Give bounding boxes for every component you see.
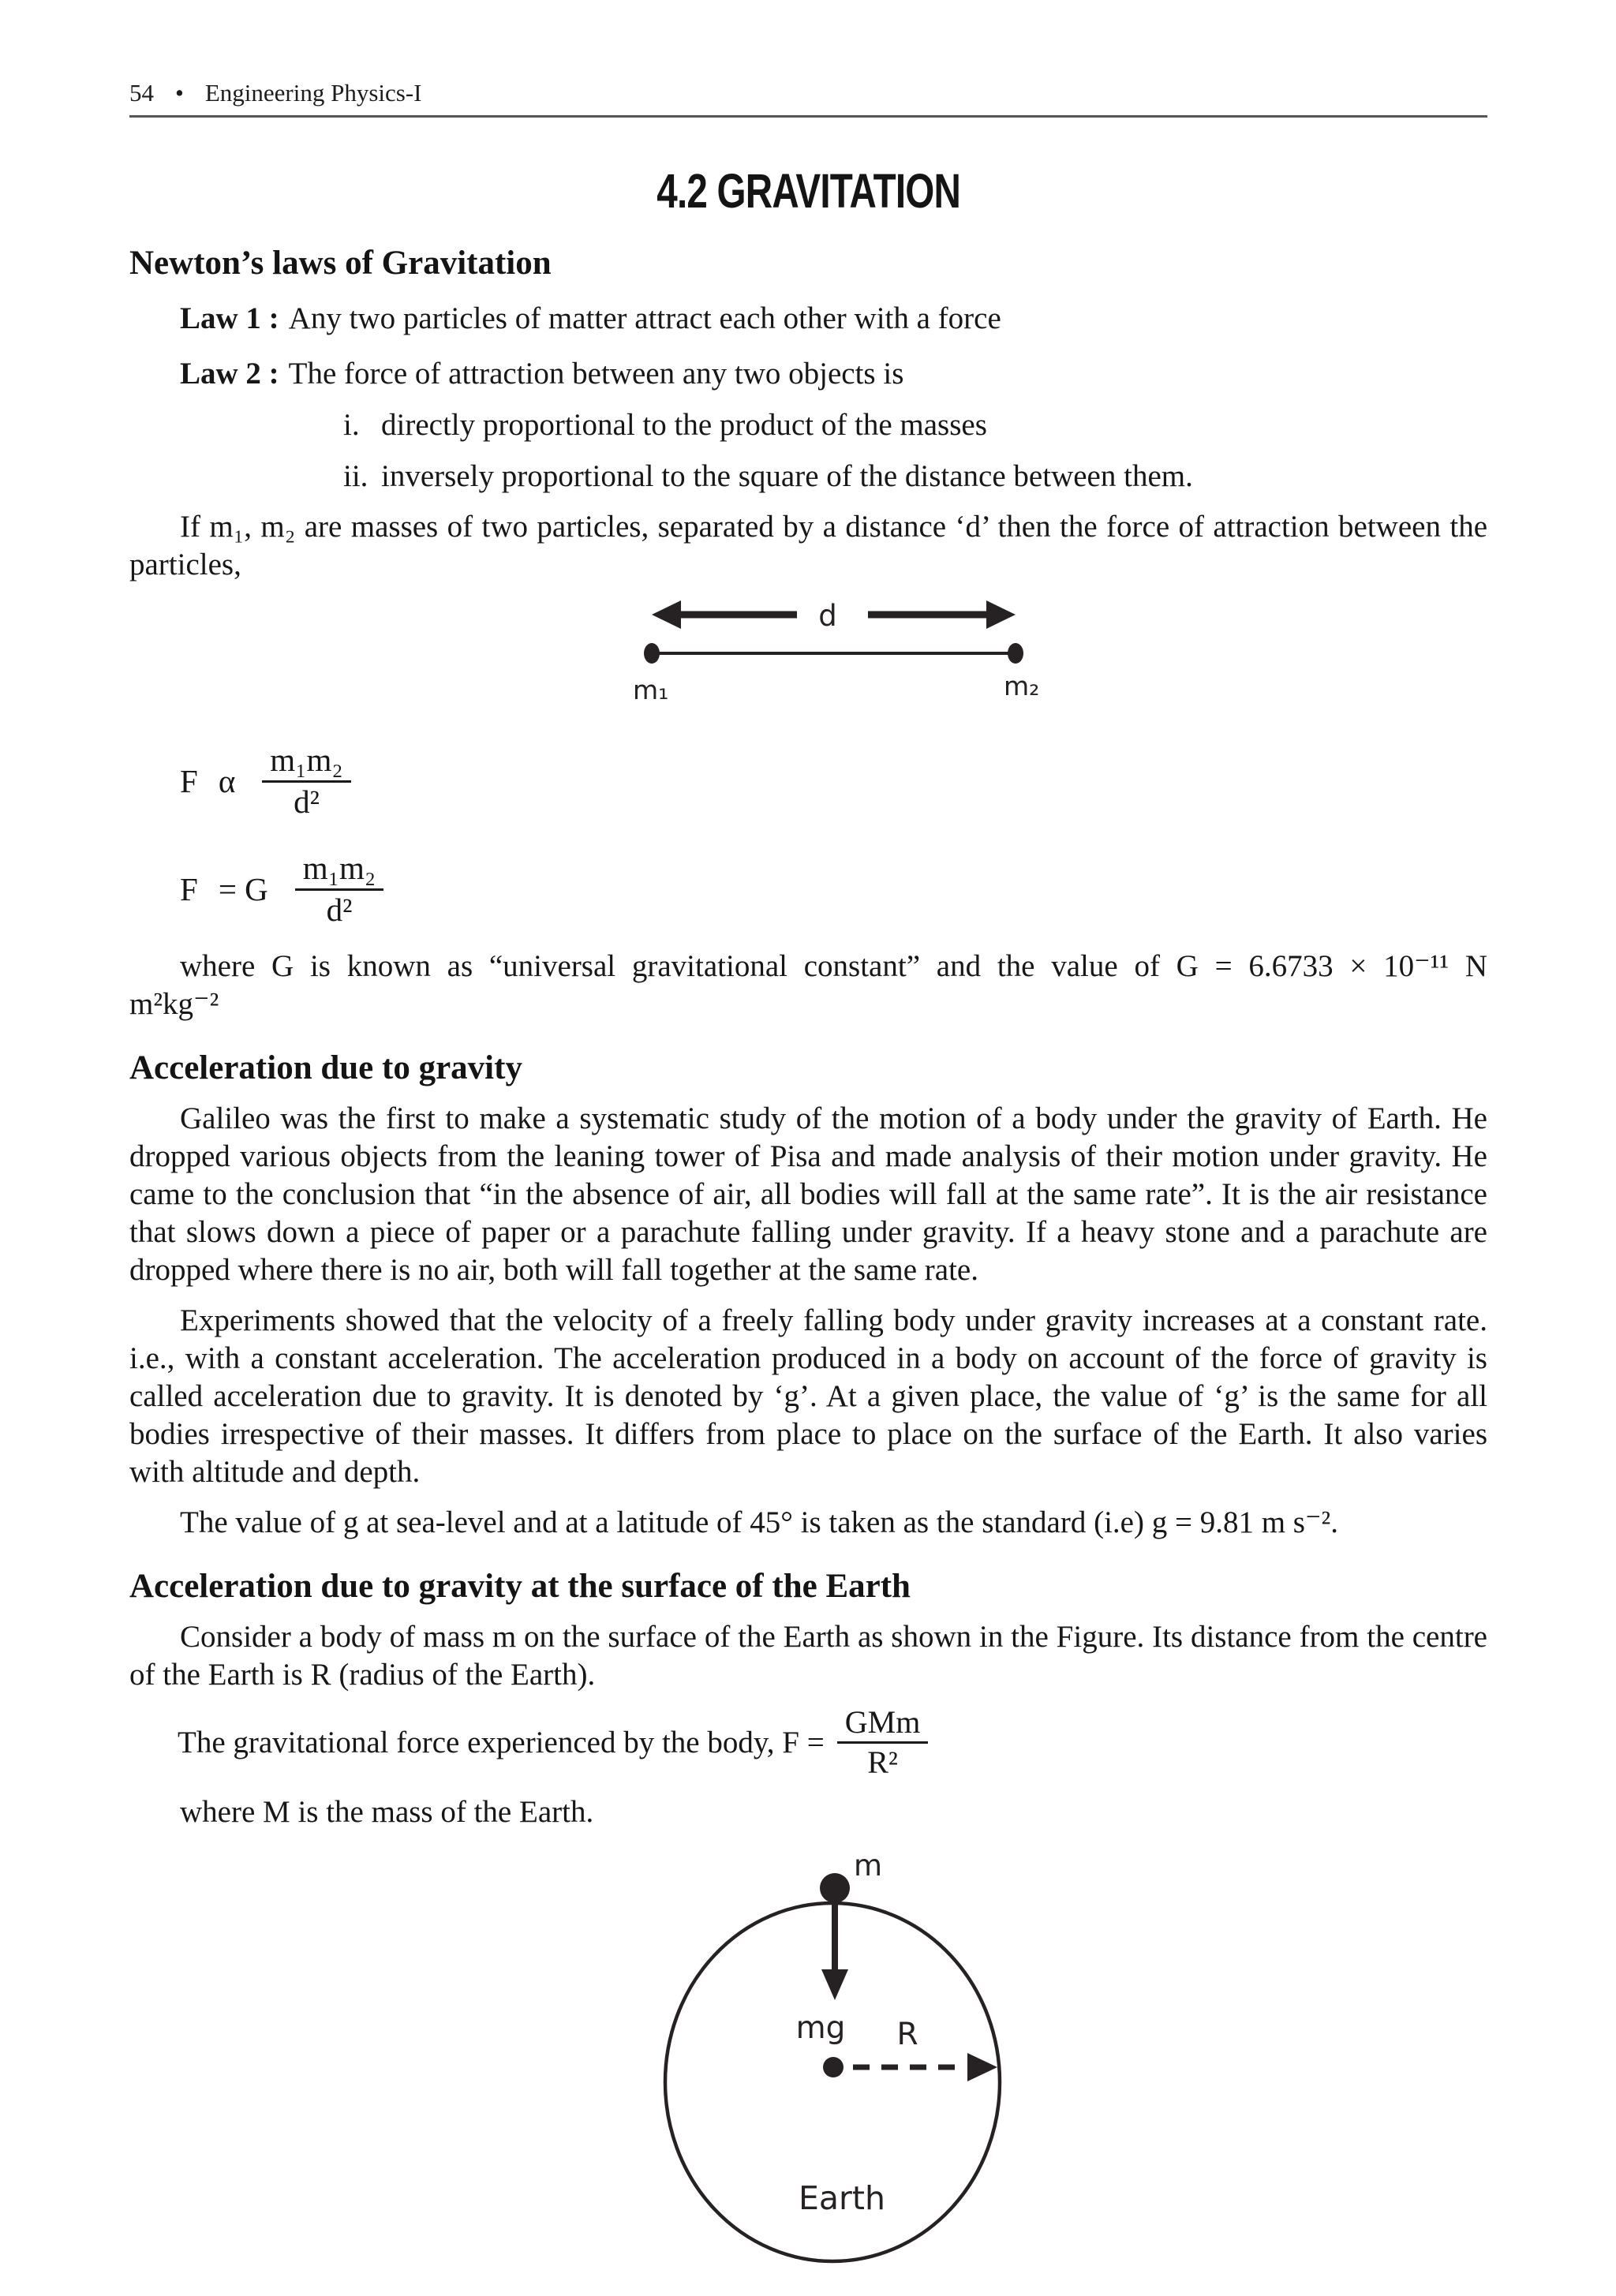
proportionality-formula — [180, 742, 1487, 821]
formula2-numerator: m₁m₂ — [302, 849, 376, 886]
gravitation-equation — [180, 851, 1487, 929]
formula1-denominator: d² — [294, 783, 320, 820]
g-constant-line1: where G is known as “universal gravitational constant” and the value of G = 6.6733 × 10⁻¹¹ N — [180, 948, 1487, 983]
mass-2-label: m₂ — [1004, 671, 1040, 701]
mg-label: mg — [795, 2010, 846, 2047]
earth-label: Earth — [799, 2179, 885, 2218]
mass-1-label: m₁ — [633, 675, 669, 705]
force-fraction — [837, 1705, 929, 1782]
formula1-numerator: m₁m₂ — [270, 742, 343, 778]
formula2-equals-G: = G — [218, 871, 268, 908]
earth-center-dot — [823, 2057, 844, 2077]
heading-acceleration-gravity: Acceleration due to gravity — [129, 1049, 522, 1086]
item-ii-label: ii. — [343, 459, 368, 493]
page-number: 54 — [129, 79, 154, 107]
law-2-text: The force of attraction between any two objects is — [288, 357, 904, 391]
masses-intro-paragraph: If m₁, m₂ are masses of two particles, separated by a distance ‘d’ then the force of attraction between the particles, — [129, 510, 1487, 581]
distance-label: d — [818, 599, 837, 633]
law-1-label: Law 1 : — [180, 301, 279, 335]
consider-body-paragraph: Consider a body of mass m on the surface of the Earth as shown in the Figure. Its distance from the centre of the Earth is R (radius of the Earth). — [129, 1619, 1487, 1692]
item-i-text: directly proportional to the product of the masses — [381, 408, 987, 442]
page-header — [129, 79, 1487, 118]
where-M-line: where M is the mass of the Earth. — [180, 1795, 594, 1830]
body-mass-label: m — [854, 1852, 883, 1883]
law-1-line — [129, 300, 1487, 338]
mass-1-dot — [644, 643, 660, 664]
formula1-lhs: F — [180, 763, 198, 800]
body-mass-dot — [820, 1873, 850, 1903]
law-1-text: Any two particles of matter attract each other with a force — [288, 301, 1001, 335]
item-ii-text: inversely proportional to the square of the distance between them. — [381, 459, 1193, 493]
right-arrow-icon — [986, 600, 1016, 629]
mass-2-dot — [1008, 643, 1023, 664]
radius-label: R — [896, 2017, 918, 2053]
distance-diagram — [631, 593, 1042, 712]
formula2-fraction — [295, 851, 383, 929]
law-2-item-i — [129, 406, 1487, 444]
section-title: 4.2 GRAVITATION — [656, 164, 960, 218]
force-denominator: R² — [867, 1744, 898, 1781]
law-2-label: Law 2 : — [180, 357, 279, 391]
right-arrow-shaft — [868, 611, 988, 619]
formula2-denominator: d² — [326, 891, 353, 928]
gravitational-force-line — [178, 1705, 1487, 1782]
proportional-symbol: α — [218, 763, 236, 800]
g-value-paragraph: The value of g at sea-level and at a latitude of 45° is taken as the standard (i.e) g = 9.81 m s⁻². — [180, 1505, 1338, 1539]
left-arrow-shaft — [679, 611, 797, 619]
law-2-line — [129, 355, 1487, 393]
law-2-item-ii — [129, 458, 1487, 495]
book-title: Engineering Physics-I — [204, 79, 422, 107]
formula1-fraction — [262, 742, 350, 821]
item-i-label: i. — [343, 408, 360, 442]
heading-newtons-laws: Newton’s laws of Gravitation — [129, 245, 552, 282]
force-text: The gravitational force experienced by the body, F = — [178, 1726, 825, 1760]
radius-arrow-icon — [967, 2053, 997, 2081]
galileo-paragraph: Galileo was the first to make a systematic study of the motion of a body under the gravity of Earth. He dropped various objects from the leaning tower of Pisa and made analysis of their motion under gravity. He came to the conclusion that “in the absence of air, all bodies will fall at the same rate”. It is the air resistance that slows down a piece of paper or a parachute falling under gravity. If a heavy stone and a parachute are dropped where there is no air, both will fall together at the same rate. — [129, 1101, 1487, 1287]
earth-diagram — [623, 1852, 1049, 2278]
force-numerator: GMm — [844, 1703, 921, 1740]
section-title-row — [129, 163, 1487, 219]
header-bullet: • — [175, 79, 184, 107]
g-constant-line2: m²kg⁻² — [129, 986, 219, 1021]
experiments-paragraph: Experiments showed that the velocity of a freely falling body under gravity increases at a constant rate. i.e., with a constant acceleration. The acceleration produced in a body on account of the force of gravity is called acceleration due to gravity. It is denoted by ‘g’. At a given place, the value of ‘g’ is the same for all bodies irrespective of their masses. It differs from place to place on the surface of the Earth. It also varies with altitude and depth. — [129, 1303, 1487, 1489]
left-arrow-icon — [652, 600, 681, 629]
formula2-lhs: F — [180, 871, 198, 908]
mg-arrow-icon — [821, 1969, 848, 2000]
heading-acceleration-surface: Acceleration due to gravity at the surface of the Earth — [129, 1567, 911, 1605]
